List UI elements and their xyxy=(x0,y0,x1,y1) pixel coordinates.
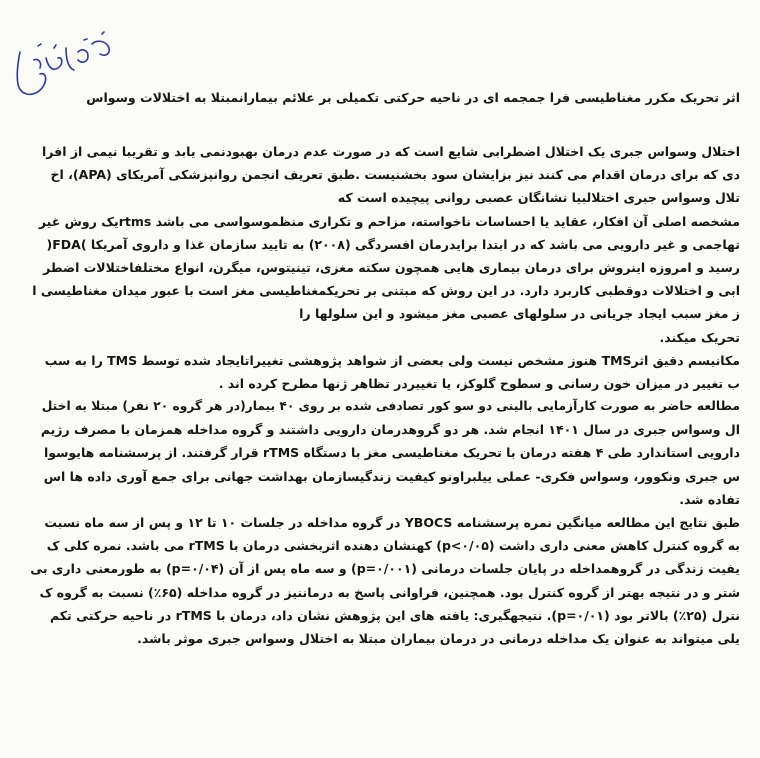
body-line: س جبری ونکوور، وسواس فکری- عملی ییلبراونو کیفیت زندگیسازمان بهداشت جهانی برای جمع آوری داده ها اس xyxy=(43,468,740,484)
body-line: ال وسواس جبری در سال ۱۴۰۱ انجام شد. هر دو گروهدرمان دارویی داشتند و گروه مداخله همزمان با مصرف رژیم xyxy=(40,422,740,438)
body-line: تلال وسواس جبری اختلالبیا نشانگان عصبی روانی پیچیده است که xyxy=(337,190,740,206)
body-line: مطالعه حاضر به صورت کارآزمایی بالینی دو سو کور تصادفی شده بر روی ۴۰ بیمار(در هر گروه ۲۰ نفر) مبتلا به اختل xyxy=(41,399,740,414)
body-line: شتر و در نتیجه بهتر از گروه کنترل بود. همچنین، فراوانی پاسخ به درماننیز در گروه مداخله (۶۵٪) نسبت به گروه ک xyxy=(39,584,740,600)
body-line: اختلال وسواس جبری یک اختلال اضطرابی شایع است که در صورت عدم درمان بهبودنمی یابد و تقریبا نیمی از افرا xyxy=(41,144,740,159)
body-line: تفاده شد. xyxy=(679,491,740,507)
body-line: دی که برای درمان اقدام می کنند نیز بزایشان سود بخشنیست .طبق تعریف انجمن روانپزشکی آمریکای (APA)، اخ xyxy=(50,167,740,183)
document-title: اثر تحریک مکرر مغناطیسی فرا جمجمه ای در ناحیه حرکتی تکمیلی بر علائم بیمارانمبتلا به اختلالات وسواس xyxy=(86,90,740,105)
body-line: یلی میتواند به عنوان یک مداخله درمانی در درمان بیماران مبتلا به اختلال وسواس جبری موثر باشد. xyxy=(137,630,740,646)
document-body xyxy=(28,140,740,650)
body-line: مکانیسم دقیق اثرTMS هنوز مشخص نیست ولی بعضی از شواهد پژوهشی تغییراتایجاد شده توسط TMS را به سب xyxy=(44,352,740,368)
body-line: نترل (۲۵٪) بالاتر بود (p=۰/۰۱). نتیجهگیری: یافته های این پژوهش نشان داد، درمان با rTMS در ناحیه حرکتی تکم xyxy=(49,607,740,623)
body-line: یفیت زندگی در گروهمداخله در پایان جلسات درمانی (p=۰/۰۰۱) و سه ماه پس از آن (p=۰/۰۴) به طورمعنی داری بی xyxy=(30,561,740,577)
body-line: رسید و امروزه اینروش برای درمان بیماری هایی همچون سکته مغزی، تینیتوس، میگرن، انواع مختلفاختلالات اضطر xyxy=(43,259,740,275)
body-line: تحریک میکند. xyxy=(659,329,740,345)
body-line: مشخصه اصلی آن افکار، عقاید یا احساسات ناخواسته، مزاحم و تکراری منظموسواسی می باشد rtmsیک روش غیر xyxy=(38,213,740,229)
body-line: ب تغییر در میزان خون رسانی و سطوح گلوکز، یا تغییردر تظاهر ژنها مطرح کرده اند . xyxy=(218,375,740,391)
body-line: ابی و اختلالات دوقطبی کاربرد دارد. در این روش که مبتنی بر تحریکمغناطیسی مغز است با عبور میدان مغناطیسی ا xyxy=(32,283,740,299)
body-line: ز مغز سبب ایجاد جریانی در سلولهای عصبی مغز میشود و این سلولها را xyxy=(299,306,740,322)
body-line: دارویی استاندارد طی ۴ هفته درمان با تحریک مغناطیسی مغز با دستگاه rTMS قرار گرفتند. از پرسشنامه هایوسوا xyxy=(44,445,740,461)
body-line: به گروه کنترل کاهش معنی داری داشت (p<۰/۰۵) کهنشان دهنده اثربخشی درمان با rTMS می باشد. نمره کلی ک xyxy=(46,538,740,554)
body-line: طبق نتایج این مطالعه میانگین نمره پرسشنامه YBOCS در گروه مداخله در جلسات ۱۰ تا ۱۲ و پس از سه ماه نسبت xyxy=(44,515,740,530)
body-line: تهاجمی و غیر دارویی می باشد که در ابتدا برایدرمان افسردگی (۲۰۰۸) به تایید سازمان غذا و داروی آمریکا )FDA( xyxy=(46,236,740,252)
